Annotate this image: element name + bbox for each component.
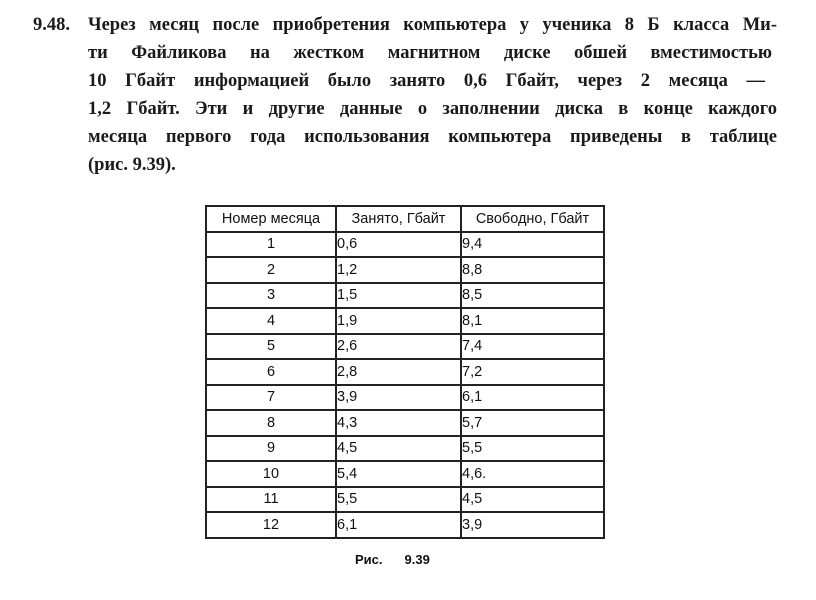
header-used: Занято, Гбайт	[336, 206, 461, 232]
cell-month: 10	[206, 461, 336, 487]
table-row	[206, 512, 604, 538]
cell-used: 5,4	[336, 461, 461, 487]
problem-line-2: ти Файликова на жестком магнитном диске обшей вместимостью	[88, 43, 772, 63]
cell-month: 8	[206, 410, 336, 436]
table-row	[206, 257, 604, 283]
cell-month: 9	[206, 436, 336, 462]
cell-used: 1,9	[336, 308, 461, 334]
cell-month: 4	[206, 308, 336, 334]
cell-used: 4,3	[336, 410, 461, 436]
cell-used: 5,5	[336, 487, 461, 513]
cell-used: 4,5	[336, 436, 461, 462]
cell-used: 3,9	[336, 385, 461, 411]
cell-free: 8,5	[461, 283, 604, 309]
problem-line-3: 10 Гбайт информацией было занято 0,6 Гбайт, через 2 месяца —	[88, 71, 765, 91]
cell-free: 5,5	[461, 436, 604, 462]
problem-number: 9.48.	[33, 15, 70, 35]
disk-usage-table	[205, 205, 605, 539]
cell-free: 4,6.	[461, 461, 604, 487]
table-header-row	[206, 206, 604, 232]
cell-month: 1	[206, 232, 336, 258]
cell-used: 2,6	[336, 334, 461, 360]
cell-free: 4,5	[461, 487, 604, 513]
caption-number: 9.39	[404, 552, 430, 567]
table-row	[206, 283, 604, 309]
table-row	[206, 232, 604, 258]
cell-free: 7,4	[461, 334, 604, 360]
cell-used: 6,1	[336, 512, 461, 538]
cell-free: 5,7	[461, 410, 604, 436]
header-month: Номер месяца	[206, 206, 336, 232]
cell-month: 11	[206, 487, 336, 513]
cell-month: 5	[206, 334, 336, 360]
cell-free: 9,4	[461, 232, 604, 258]
figure-table	[205, 205, 605, 539]
cell-month: 12	[206, 512, 336, 538]
table-row	[206, 334, 604, 360]
problem-line-6: (рис. 9.39).	[88, 155, 176, 175]
caption-label: Рис.	[355, 552, 383, 567]
table-row	[206, 385, 604, 411]
table-row	[206, 410, 604, 436]
table-row	[206, 461, 604, 487]
cell-used: 1,2	[336, 257, 461, 283]
cell-free: 8,1	[461, 308, 604, 334]
cell-used: 1,5	[336, 283, 461, 309]
cell-free: 8,8	[461, 257, 604, 283]
table-row	[206, 359, 604, 385]
cell-used: 2,8	[336, 359, 461, 385]
figure-caption	[355, 552, 430, 567]
cell-free: 3,9	[461, 512, 604, 538]
table-row	[206, 436, 604, 462]
problem-line-1: Через месяц после приобретения компьютера у ученика 8 Б класса Ми-	[88, 15, 777, 35]
problem-line-5: месяца первого года использования компьютера приведены в таблице	[88, 127, 777, 147]
cell-free: 7,2	[461, 359, 604, 385]
table-row	[206, 487, 604, 513]
cell-month: 3	[206, 283, 336, 309]
cell-month: 6	[206, 359, 336, 385]
table-body	[206, 232, 604, 538]
cell-used: 0,6	[336, 232, 461, 258]
cell-month: 7	[206, 385, 336, 411]
table-row	[206, 308, 604, 334]
problem-line-4: 1,2 Гбайт. Эти и другие данные о заполнении диска в конце каждого	[88, 99, 777, 119]
cell-free: 6,1	[461, 385, 604, 411]
header-free: Свободно, Гбайт	[461, 206, 604, 232]
cell-month: 2	[206, 257, 336, 283]
